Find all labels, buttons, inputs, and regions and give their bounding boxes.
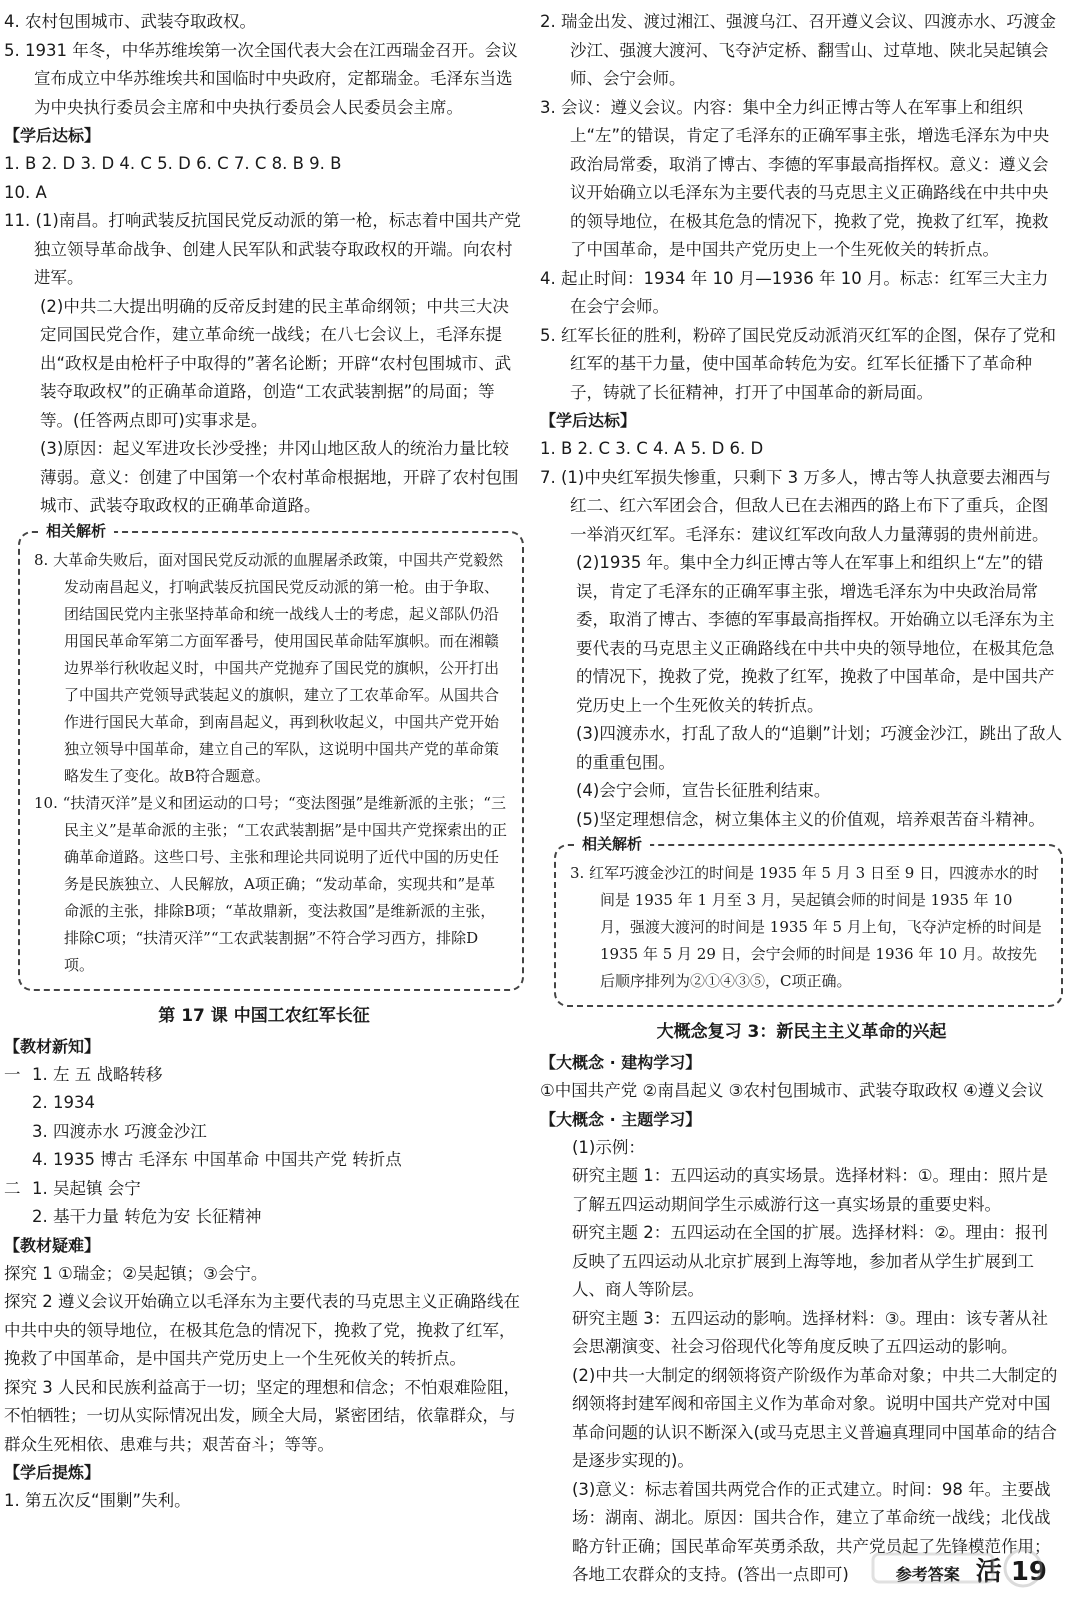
question-7-part-2: (2)1935 年。集中全力纠正博古等人在军事上和组织上“左”的错误，肯定了毛泽东的正确军事主张，增选毛泽东为中央政治局常委，取消了博古、李德的军事最高指挥权。开始确立以毛泽东为主要代表的马克思主义正确路线在中共中央的领导地位，在极其危急的情况下，挽救了党，挽救了红军，挽救了中国革命，是中国共产党历史上一个生死攸关的转折点。 [576,553,1055,715]
question-11-part-1: 11. (1)南昌。打响武装反抗国民党反动派的第一枪，标志着中国共产党独立领导革命战争、创建人民军队和武装夺取政权的开端。向农村进军。 [4,211,521,287]
knowledge-row-lead [4,1089,32,1118]
knowledge-row-lead [4,1118,32,1147]
analysis-box [554,835,1063,1007]
section-heading-practice: 【学后达标】 [540,411,637,430]
explore-item-2: 探究 2 遵义会议开始确立以毛泽东为主要代表的马克思主义正确路线在中共中央的领导地位，在极其危急的情况下，挽救了党，挽救了红军，挽救了中国革命，是中国共产党历史上一个生死攸关的转折点。 [4,1292,520,1368]
question-7-part-5: (5)坚定理想信念，树立集体主义的价值观，培养艰苦奋斗精神。 [576,809,1045,829]
answer-item-2: 2. 瑞金出发、渡过湘江、强渡乌江、召开遵义会议、四渡赤水、巧渡金沙江、强渡大渡河、飞夺泸定桥、翻雪山、过草地、陕北吴起镇会师、会宁会师。 [540,12,1056,88]
analysis-box-label: 相关解析 [574,833,650,855]
footer-label: 参考答案 [895,1565,960,1584]
left-column [4,8,524,1516]
section-heading-theme: 【大概念 · 主题学习】 [540,1109,702,1129]
knowledge-row-text: 1. 左 五 战略转移 [32,1064,163,1084]
knowledge-row [4,1118,524,1147]
knowledge-row-lead [4,1146,32,1175]
analysis-item-8: 8. 大革命失败后，面对国民党反动派的血腥屠杀政策，中国共产党毅然发动南昌起义，打响武装反抗国民党反动派的第一枪。由于争取、团结国民党内主张坚持革命和统一战线人士的考虑，起义部队仍沿用国民革命军第二方面军番号，使用国民革命陆军旗帜。而在湘赣边界举行秋收起义时，中国共产党抛弃了国民党的旗帜，公开打出了中国共产党领导武装起义的旗帜，建立了工农革命军。从国共合作进行国民大革命，到南昌起义，再到秋收起义，中国共产党开始独立领导中国革命，建立自己的军队，这说明中国共产党的革命策略发生了变化。故B符合题意。 [34,550,504,785]
choice-answers: 1. B 2. C 3. C 4. A 5. D 6. D [540,439,764,458]
analysis-box-label: 相关解析 [38,520,114,542]
review-title: 大概念复习 3：新民主主义革命的兴起 [656,1022,947,1042]
knowledge-row-lead [4,1203,32,1232]
theme-item: 研究主题 2：五四运动在全国的扩展。选择材料：②。理由：报刊反映了五四运动从北京扩展到上海等地，参加者从学生扩展到工人、商人等阶层。 [572,1223,1049,1299]
build-answers: ①中国共产党 ②南昌起义 ③农村包围城市、武装夺取政权 ④遵义会议 [540,1081,1044,1100]
answer-item-5: 5. 红军长征的胜利，粉碎了国民党反动派消灭红军的企图，保存了党和红军的基干力量，使中国革命转危为安。红军长征播下了革命种子，铸就了长征精神，打开了中国革命的新局面。 [540,325,1056,402]
page-footer [896,1551,1047,1588]
answer-item-4: 4. 起止时间：1934 年 10 月—1936 年 10 月。标志：红军三大主力在会宁会师。 [540,268,1049,316]
theme-item: 研究主题 3：五四运动的影响。选择材料：③。理由：该专著从社会思潮演变、社会习俗现代化等角度反映了五四运动的影响。 [572,1308,1049,1356]
question-11-part-2: (2)中共二大提出明确的反帝反封建的民主革命纲领；中共三大决定同国民党合作，建立革命统一战线；在八七会议上，毛泽东提出“政权是由枪杆子中取得的”著名论断；开辟“农村包围城市、武装夺取政权”的正确革命道路，创造“工农武装割据”的局面；等等。(任答两点即可)实事求是。 [40,296,512,430]
theme-item: (3)意义：标志着国共两党合作的正式建立。时间：98 年。主要战场：湖南、湖北。原因：国共合作，建立了革命统一战线；北伐战略方针正确；国民革命军英勇杀敌，共产党员起了先锋模范作用；各地工农群众的支持。(答出一点即可) [572,1479,1051,1584]
analysis-item-10: 10. “扶清灭洋”是义和团运动的口号；“变法图强”是维新派的主张；“三民主义”是革命派的主张；“工农武装割据”是中国共产党探索出的正确革命道路。这些口号、主张和理论共同说明了近代中国的历史任务是民族独立、人民解放，A项正确；“发动革命，实现共和”是革命派的主张，排除B项；“革故鼎新，变法救国”是维新派的主张，排除C项；“扶清灭洋”“工农武装割据”不符合学习西方，排除D项。 [34,793,508,974]
refine-item-1: 1. 第五次反“围剿”失利。 [4,1491,191,1510]
knowledge-row-text: 4. 1935 博古 毛泽东 中国革命 中国共产党 转折点 [32,1150,402,1169]
theme-item: 研究主题 1：五四运动的真实场景。选择材料：①。理由：照片是了解五四运动期间学生示威游行这一真实场景的重要史料。 [572,1166,1049,1214]
knowledge-row [4,1146,524,1175]
right-column [540,8,1063,1590]
choice-answers: 1. B 2. D 3. D 4. C 5. D 6. C 7. C 8. B 9. B [4,154,342,173]
explore-item-1: 探究 1 ①瑞金；②吴起镇；③会宁。 [4,1263,268,1283]
section-heading-difficulties: 【教材疑难】 [4,1235,101,1255]
section-heading-practice: 【学后达标】 [4,126,101,145]
explore-item-3: 探究 3 人民和民族利益高于一切；坚定的理想和信念；不怕艰难险阻，不怕牺牲；一切从实际情况出发，顾全大局，紧密团结，依靠群众，与群众生死相依、患难与共；艰苦奋斗；等等。 [4,1377,520,1454]
question-7-part-4: (4)会宁会师，宣告长征胜利结束。 [576,781,831,800]
knowledge-row-text: 3. 四渡赤水 巧渡金沙江 [32,1121,207,1141]
section-heading-refine: 【学后提炼】 [4,1463,101,1482]
analysis-item-3: 3. 红军巧渡金沙江的时间是 1935 年 5 月 3 日至 9 日，四渡赤水的时间是 1935 年 1 月至 3 月，吴起镇会师的时间是 1935 年 10 月，强渡大渡河的时间是 1935 年 5 月上旬，飞夺泸定桥的时间是 1935 年 5 月 29 日，会宁会师的时间是 1936 年 10 月。故按先后顺序排列为②①④③⑤，C项正确。 [570,864,1042,990]
section-heading-build: 【大概念 · 建构学习】 [540,1053,702,1072]
knowledge-row [4,1061,524,1090]
page-number: 活 19 [975,1557,1047,1587]
answer-item-5: 5. 1931 年冬，中华苏维埃第一次全国代表大会在江西瑞金召开。会议宣布成立中华苏维埃共和国临时中央政府，定都瑞金。毛泽东当选为中央执行委员会主席和中央执行委员会人民委员会主席。 [4,40,518,117]
knowledge-row-text: 2. 1934 [32,1093,95,1112]
question-7-part-3: (3)四渡赤水，打乱了敌人的“追剿”计划；巧渡金沙江，跳出了敌人的重重包围。 [576,724,1062,772]
choice-answer-10: 10. A [4,182,47,202]
knowledge-row-lead: 二 [4,1178,21,1198]
knowledge-row [4,1203,524,1232]
answer-item-3: 3. 会议：遵义会议。内容：集中全力纠正博古等人在军事上和组织上“左”的错误，肯定了毛泽东的正确军事主张，增选毛泽东为中央政治局常委，取消了博古、李德的军事最高指挥权。意义：遵义会议开始确立以毛泽东为主要代表的马克思主义正确路线在中共中央的领导地位，在极其危急的情况下，挽救了党，挽救了红军，挽救了中国革命，是中国共产党历史上一个生死攸关的转折点。 [540,97,1050,259]
theme-item: (1)示例： [572,1137,645,1157]
knowledge-row [4,1175,524,1204]
question-11-part-3: (3)原因：起义军进攻长沙受挫；井冈山地区敌人的统治力量比较薄弱。意义：创建了中国第一个农村革命根据地，开辟了农村包围城市、武装夺取政权的正确革命道路。 [40,439,519,515]
knowledge-row-lead: 一 [4,1064,21,1084]
section-heading-new-knowledge: 【教材新知】 [4,1036,101,1056]
knowledge-row-text: 2. 基干力量 转危为安 长征精神 [32,1207,262,1226]
knowledge-row [4,1089,524,1118]
knowledge-row-text: 1. 吴起镇 会宁 [32,1178,141,1198]
analysis-box [18,521,524,991]
question-7-part-1: 7. (1)中央红军损失惨重，只剩下 3 万多人，博古等人执意要去湘西与红二、红六军团会合，但敌人已在去湘西的路上布下了重兵，企图一举消灭红军。毛泽东：建议红军改向敌人力量薄弱的贵州前进。 [540,467,1051,544]
answer-item-4: 4. 农村包围城市、武装夺取政权。 [4,12,256,31]
theme-item: (2)中共一大制定的纲领将资产阶级作为革命对象；中共二大制定的纲领将封建军阀和帝国主义作为革命对象。说明中国共产党对中国革命问题的认识不断深入(或马克思主义普遍真理同中国革命的结合是逐步实现的)。 [572,1365,1058,1470]
lesson-title: 第 17 课 中国工农红军长征 [158,1005,370,1026]
knowledge-list [4,1061,524,1232]
